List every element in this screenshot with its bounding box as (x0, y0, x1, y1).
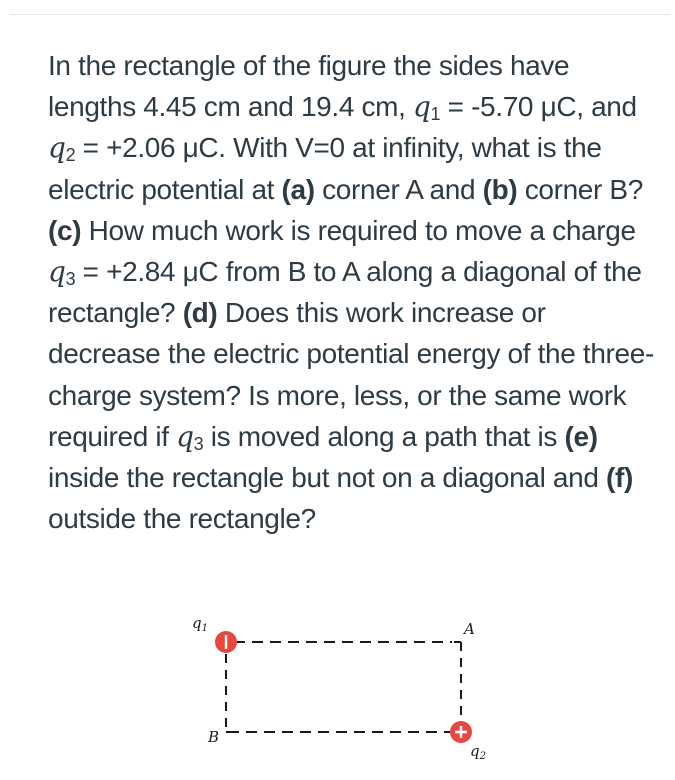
problem-segment: (f) (606, 462, 633, 494)
problem-segment: outside the rectangle? (48, 503, 316, 535)
problem-segment: 3 (65, 269, 76, 290)
problem-segment: q (412, 90, 431, 124)
corner-b-label: B (208, 728, 220, 746)
problem-segment: Does this work increase or decrease the electric potential energy of the three-charge system? Is more, less, or the same work required if (48, 297, 654, 452)
problem-segment: 1 (430, 104, 441, 125)
problem-segment: (b) (482, 173, 518, 205)
charge-q1 (215, 631, 237, 653)
problem-segment: (e) (564, 420, 598, 452)
problem-segment: is moved along a path that is (203, 420, 565, 452)
problem-segment: = -5.70 μC, and (440, 91, 637, 123)
problem-segment: q (48, 255, 66, 289)
problem-segment: (a) (281, 173, 315, 205)
problem-segment: (d) (182, 297, 218, 329)
corner-a-label: A (464, 620, 475, 638)
problem-segment: inside the rectangle but not on a diagonal and (48, 462, 606, 494)
problem-segment: q (48, 131, 66, 165)
problem-segment: In the rectangle of the figure the sides have lengths 4.45 cm and 19.4 cm, (48, 50, 570, 123)
problem-segment: (c) (48, 214, 82, 246)
q2-label: $q_2$ (470, 742, 486, 762)
problem-segment: q (176, 419, 194, 453)
problem-segment: 2 (65, 145, 76, 166)
problem-segment: How much work is required to move a charge (81, 214, 636, 246)
question-card (10, 14, 670, 770)
problem-segment: 3 (193, 433, 204, 454)
charge-q2 (450, 721, 472, 743)
rectangle-figure (170, 600, 530, 780)
q1-label: $q_1$ (192, 614, 208, 634)
problem-statement (48, 45, 658, 539)
problem-segment: = +2.06 μC. With V=0 at infinity, what is the electric potential at (48, 132, 602, 205)
figure-svg (170, 600, 530, 780)
problem-segment: corner B? (517, 173, 643, 205)
problem-segment: = +2.84 μC from B to A along a diagonal of the rectangle? (48, 256, 642, 329)
problem-segment: corner A and (314, 173, 483, 205)
